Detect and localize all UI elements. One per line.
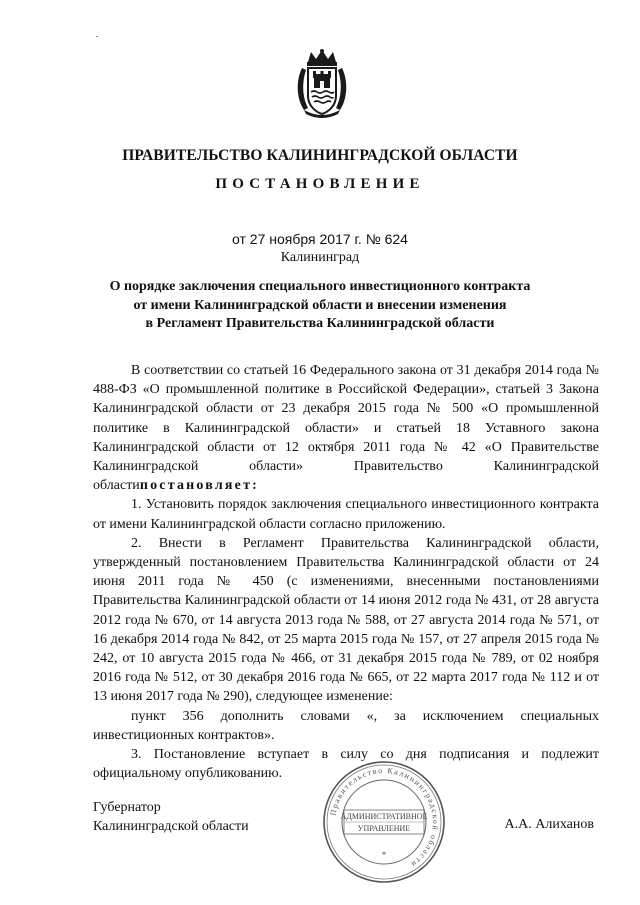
seal-center-line-1: АДМИНИСТРАТИВНОЕ xyxy=(340,812,428,821)
position-line: Губернатор xyxy=(93,800,161,815)
subject-line: в Регламент Правительства Калининградской области xyxy=(145,316,495,331)
document-type: ПОСТАНОВЛЕНИЕ xyxy=(215,176,425,192)
preamble-paragraph xyxy=(93,361,599,495)
signatory-name: А.А. Алиханов xyxy=(504,817,594,832)
item-1: 1. Установить порядок заключения специального инвестиционного контракта от имени Калининградской области согласно приложению. xyxy=(93,497,599,532)
svg-text:Правительство Калининградской: Правительство Калининградской области xyxy=(328,765,441,870)
resolves-keyword: постановляет: xyxy=(139,478,260,494)
preamble-text: В соответствии со статьей 16 Федерального закона от 31 декабря 2014 года № 488-ФЗ «О промышленной политике в Российской Федерации», статьей 3 Закона Калининградской области от 23 декабря 2015 года № 500 «О промышленной политике в Калининградской области» и статьей 18 Уставного закона Калининградской области от 12 октября 2011 года № 42 «О Правительстве Калининградской области» Правительство Калининградской области xyxy=(93,363,599,494)
document-body xyxy=(93,361,599,783)
coat-of-arms-emblem xyxy=(294,48,350,120)
subject-line: от имени Калининградской области и внесении изменения xyxy=(133,297,507,313)
scan-speck xyxy=(96,36,98,37)
position-line: Калининградской области xyxy=(93,819,249,834)
government-title: ПРАВИТЕЛЬСТВО КАЛИНИНГРАДСКОЙ ОБЛАСТИ xyxy=(122,147,518,164)
svg-text:*: * xyxy=(381,850,387,860)
official-seal-stamp xyxy=(320,758,448,886)
date-and-number: от 27 ноября 2017 г. № 624 xyxy=(232,231,408,247)
item-2-subpoint: пункт 356 дополнить словами «, за исключением специальных инвестиционных контрактов». xyxy=(93,708,599,743)
item-3: 3. Постановление вступает в силу со дня подписания и подлежит официальному опубликованию. xyxy=(93,747,599,782)
item-2: 2. Внести в Регламент Правительства Калининградской области, утвержденный постановлением Правительства Калининградской области от 24 июня 2011 года № 450 (с изменениями, внесенными постановлениями Правительства Калининградской области от 14 июня 2012 года № 431, от 28 августа 2012 года № 670, от 14 августа 2013 года № 588, от 27 августа 2014 года № 571, от 16 декабря 2014 года № 842, от 25 марта 2015 года № 157, от 27 апреля 2015 года № 242, от 10 августа 2015 года № 466, от 31 декабря 2015 года № 789, от 02 ноября 2016 года № 512, от 30 декабря 2016 года № 665, от 22 марта 2017 года № 112 и от 13 июня 2017 года № 290), следующее изменение: xyxy=(93,535,599,705)
subject-line: О порядке заключения специального инвестиционного контракта xyxy=(109,279,531,294)
document-subject xyxy=(80,278,560,334)
city: Калининград xyxy=(280,250,360,265)
signatory-position xyxy=(93,798,249,836)
seal-center-line-2: УПРАВЛЕНИЕ xyxy=(357,824,411,833)
